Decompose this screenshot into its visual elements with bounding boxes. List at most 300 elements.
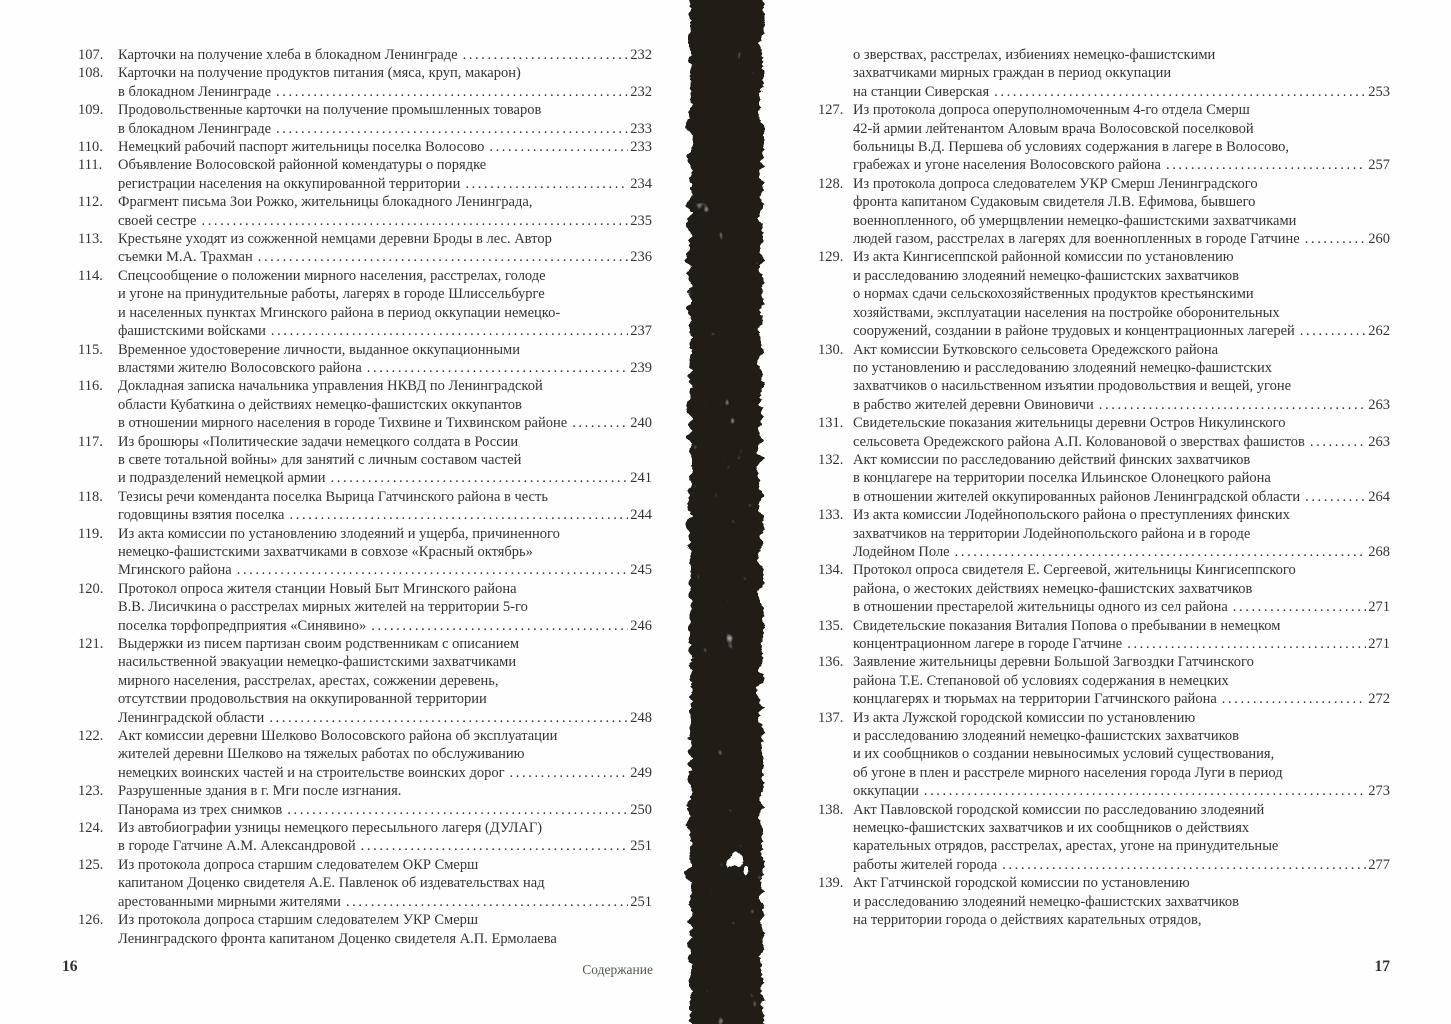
entry-line: Акт Павловской городской комиссии по расследованию злодеяний xyxy=(853,801,1265,818)
entry-line: в концлагере на территории поселка Ильинское Олонецкого района xyxy=(853,470,1271,487)
entry-page-ref: 239 xyxy=(630,359,652,376)
entry-number: 128. xyxy=(818,175,844,192)
entry-line xyxy=(853,543,1390,561)
entry-number: 111. xyxy=(78,157,103,174)
toc-entry xyxy=(818,617,1390,654)
dot-leader xyxy=(367,359,628,377)
toc-entry xyxy=(78,230,652,267)
toc-entry xyxy=(78,525,652,580)
entry-line: военнопленного, об умерщвлении немецко-фашистскими захватчиками xyxy=(853,212,1297,229)
entry-line: захватчиков на территории Лодейнопольского района и в городе xyxy=(853,525,1251,542)
entry-body xyxy=(118,635,652,727)
entry-line: немецко-фашистскими захватчиками в совхозе «Красный октябрь» xyxy=(118,543,533,560)
toc-entry xyxy=(818,709,1390,801)
entry-text: концентрационном лагере в городе Гатчине xyxy=(853,636,1123,652)
dot-leader xyxy=(361,837,629,855)
entry-line: Акт комиссии деревни Шелково Волосовского района об эксплуатации xyxy=(118,728,558,745)
dot-leader xyxy=(924,782,1366,800)
entry-number: 137. xyxy=(818,709,844,726)
entry-line: района, о жестоких действиях немецко-фашистских захватчиков xyxy=(853,580,1253,597)
entry-page-ref: 246 xyxy=(630,617,652,634)
entry-line xyxy=(118,46,652,64)
entry-body xyxy=(118,156,652,193)
entry-text: в блокадном Ленинграде xyxy=(118,83,272,100)
entry-text: сельсовета Оредежского района А.П. Коловановой о зверствах фашистов xyxy=(853,433,1305,450)
dot-leader xyxy=(489,138,628,156)
entry-line xyxy=(853,230,1390,248)
entry-number: 139. xyxy=(818,875,844,892)
entry-body xyxy=(853,561,1390,616)
entry-number: 116. xyxy=(78,378,103,395)
entry-number: 121. xyxy=(78,636,104,652)
entry-text: регистрации населения на оккупированной территории xyxy=(118,175,461,192)
entry-line: карательных отрядов, расстрелах, арестах, угоне на принудительные xyxy=(853,838,1279,855)
toc-entry xyxy=(818,101,1390,175)
entry-line: и расследованию злодеяний немецко-фашистских захватчиков xyxy=(853,893,1239,910)
entry-page-ref: 271 xyxy=(1368,599,1390,616)
entry-line: 42-й армии лейтенантом Аловым врача Волосовской поселковой xyxy=(853,120,1254,137)
toc-entry xyxy=(78,138,652,156)
entry-number: 108. xyxy=(78,65,104,82)
toc-entry xyxy=(78,727,652,782)
entry-body xyxy=(118,46,652,64)
dot-leader xyxy=(331,469,629,487)
entry-page-ref: 233 xyxy=(630,139,652,156)
entry-body xyxy=(118,819,652,856)
entry-text: в отношении престарелой жительницы одного из сел района xyxy=(853,599,1228,616)
entry-line xyxy=(853,690,1390,708)
entry-text: Карточки на получение хлеба в блокадном Ленинграде xyxy=(118,47,458,63)
entry-text: людей газом, расстрелах в лагерях для военнопленных в городе Гатчине xyxy=(853,231,1300,248)
entry-number: 107. xyxy=(78,47,104,63)
entry-number: 120. xyxy=(78,580,104,597)
toc-entry xyxy=(818,874,1390,929)
entry-line: В.В. Лисичкина о расстрелах мирных жителей на территории 5-го xyxy=(118,599,528,616)
toc-entry xyxy=(78,911,652,948)
entry-body xyxy=(118,580,652,635)
toc-entry xyxy=(78,488,652,525)
entry-line: Из акта Кингисеппской районной комиссии по установлению xyxy=(853,249,1234,266)
entry-number: 130. xyxy=(818,341,844,358)
entry-line xyxy=(118,506,652,524)
entry-line: о нормах сдачи сельскохозяйственных продуктов крестьянскими xyxy=(853,286,1254,303)
entry-body xyxy=(118,782,652,819)
entry-body xyxy=(853,414,1390,451)
dot-leader xyxy=(510,764,629,782)
entry-line: Из протокола допроса следователем УКР Смерш Ленинградского xyxy=(853,175,1258,192)
entry-line xyxy=(118,469,652,487)
entry-line: и угоне на принудительные работы, лагерях в городе Шлиссельбурге xyxy=(118,286,545,303)
entry-line xyxy=(118,801,652,819)
entry-text: своей сестре xyxy=(118,212,197,229)
toc-entry xyxy=(78,341,652,378)
entry-number: 114. xyxy=(78,267,103,284)
entry-body xyxy=(118,138,652,156)
entry-line xyxy=(118,561,652,579)
entry-number: 119. xyxy=(78,525,103,542)
toc-entry xyxy=(78,819,652,856)
entry-line: на территории города о действиях карательных отрядов, xyxy=(853,912,1202,929)
entry-body xyxy=(118,856,652,911)
entry-body xyxy=(118,341,652,378)
entry-line: по установлению и расследованию злодеяний немецко-фашистских xyxy=(853,359,1273,376)
entry-line xyxy=(118,764,652,782)
entry-text: в городе Гатчине А.М. Александровой xyxy=(118,838,356,855)
entry-line: Из акта комиссии по установлению злодеяний и ущерба, причиненного xyxy=(118,525,560,542)
entry-line: района Т.Е. Степановой об условиях содержания в немецких xyxy=(853,672,1229,689)
entry-line xyxy=(853,396,1390,414)
entry-line: Акт комиссии по расследованию действий финских захватчиков xyxy=(853,451,1251,468)
dot-leader xyxy=(463,46,629,64)
entry-line: Акт комиссии Бутковского сельсовета Оредежского района xyxy=(853,341,1219,358)
entry-line xyxy=(118,175,652,193)
entry-page-ref: 232 xyxy=(630,47,652,63)
entry-page-ref: 271 xyxy=(1368,636,1390,652)
toc-column-left xyxy=(78,46,652,948)
toc-entry xyxy=(78,377,652,432)
entry-text: сооружений, создании в районе трудовых и концентрационных лагерей xyxy=(853,323,1295,340)
entry-number: 133. xyxy=(818,507,844,524)
entry-line: о зверствах, расстрелах, избиениях немецко-фашистскими xyxy=(853,47,1216,63)
entry-page-ref: 250 xyxy=(630,801,652,818)
toc-entry xyxy=(818,175,1390,249)
dot-leader xyxy=(371,617,628,635)
entry-text: Мгинского района xyxy=(118,562,232,579)
dot-leader xyxy=(201,212,628,230)
entry-line xyxy=(118,414,652,432)
entry-number: 117. xyxy=(78,433,103,450)
toc-column-right xyxy=(818,46,1390,930)
entry-line xyxy=(853,856,1390,874)
entry-line: в свете тотальной войны» для занятий с личным составом частей xyxy=(118,451,522,468)
entry-body xyxy=(853,451,1390,506)
entry-line: мирного населения, расстрелах, арестах, сожжении деревень, xyxy=(118,672,499,689)
entry-line xyxy=(118,709,652,727)
dot-leader xyxy=(1310,433,1366,451)
binding-strip xyxy=(680,0,768,1024)
entry-line xyxy=(118,138,652,156)
entry-text: Лодейном Поле xyxy=(853,543,950,560)
entry-line: Карточки на получение продуктов питания (мяса, круп, макарон) xyxy=(118,65,521,82)
entry-body xyxy=(118,101,652,138)
entry-body xyxy=(853,341,1390,415)
entry-text: съемки М.А. Трахман xyxy=(118,249,253,266)
entry-line: Временное удостоверение личности, выданное оккупационными xyxy=(118,341,520,358)
toc-entry xyxy=(78,267,652,341)
entry-number: 109. xyxy=(78,102,104,119)
entry-number: 113. xyxy=(78,231,103,248)
entry-line: немецко-фашистских захватчиков и их сообщников о действиях xyxy=(853,820,1250,837)
entry-text: на станции Сиверская xyxy=(853,83,990,100)
entry-body xyxy=(118,193,652,230)
entry-body xyxy=(853,248,1390,340)
dot-leader xyxy=(1002,856,1366,874)
dot-leader xyxy=(1099,396,1366,414)
toc-entry xyxy=(78,782,652,819)
entry-line: об угоне в плен и расстреле мирного населения города Луги в период xyxy=(853,764,1283,781)
entry-body xyxy=(118,525,652,580)
dot-leader xyxy=(955,543,1367,561)
entry-line: жителей деревни Шелково на тяжелых работах по обслуживанию xyxy=(118,746,525,763)
toc-entry xyxy=(818,46,1390,101)
toc-entry xyxy=(78,580,652,635)
entry-page-ref: 264 xyxy=(1368,488,1390,505)
entry-page-ref: 260 xyxy=(1368,231,1390,248)
entry-line: Акт Гатчинской городской комиссии по установлению xyxy=(853,875,1190,892)
dot-leader xyxy=(1166,156,1366,174)
entry-line xyxy=(853,488,1390,506)
toc-entry xyxy=(818,561,1390,616)
entry-body xyxy=(853,506,1390,561)
entry-body xyxy=(118,727,652,782)
entry-text: властями жителю Волосовского района xyxy=(118,359,362,376)
entry-text: в отношении мирного населения в городе Тихвине и Тихвинском районе xyxy=(118,415,568,432)
toc-entry xyxy=(78,64,652,101)
entry-number: 118. xyxy=(78,488,103,505)
toc-entry xyxy=(818,506,1390,561)
entry-line: Разрушенные здания в г. Мги после изгнания. xyxy=(118,783,402,800)
entry-page-ref: 237 xyxy=(630,323,652,340)
entry-line xyxy=(118,359,652,377)
entry-line: Из брошюры «Политические задачи немецкого солдата в России xyxy=(118,433,519,450)
binding-grunge-texture-icon xyxy=(680,0,768,1024)
dot-leader xyxy=(465,175,628,193)
entry-number: 138. xyxy=(818,801,844,818)
entry-text: Панорама из трех снимков xyxy=(118,801,283,818)
dot-leader xyxy=(1305,230,1367,248)
entry-body xyxy=(118,433,652,488)
entry-line: Из протокола допроса старшим следователем УКР Смерш xyxy=(118,912,479,929)
entry-page-ref: 277 xyxy=(1368,856,1390,873)
entry-line xyxy=(853,635,1390,653)
entry-number: 122. xyxy=(78,728,104,745)
entry-page-ref: 245 xyxy=(630,562,652,579)
dot-leader xyxy=(1127,635,1366,653)
entry-page-ref: 244 xyxy=(630,507,652,524)
entry-number: 125. xyxy=(78,856,104,873)
entry-number: 129. xyxy=(818,249,844,266)
entry-line: Заявление жительницы деревни Большой Загвоздки Гатчинского xyxy=(853,654,1254,671)
dot-leader xyxy=(346,893,628,911)
dot-leader xyxy=(572,414,628,432)
entry-text: в отношении жителей оккупированных районов Ленинградской области xyxy=(853,488,1301,505)
entry-page-ref: 273 xyxy=(1368,783,1390,800)
entry-line: Протокол опроса жителя станции Новый Быт Мгинского района xyxy=(118,580,517,597)
entry-body xyxy=(853,617,1390,654)
entry-text: арестованными мирными жителями xyxy=(118,893,341,910)
dot-leader xyxy=(237,561,629,579)
toc-entry xyxy=(818,653,1390,708)
entry-number: 123. xyxy=(78,783,104,800)
entry-page-ref: 251 xyxy=(630,893,652,910)
entry-text: Немецкий рабочий паспорт жительницы поселка Волосово xyxy=(118,139,485,156)
entry-page-ref: 240 xyxy=(630,415,652,432)
entry-page-ref: 236 xyxy=(630,249,652,266)
entry-line: Продовольственные карточки на получение промышленных товаров xyxy=(118,102,542,119)
entry-line: Из акта комиссии Лодейнопольского района о преступлениях финских xyxy=(853,507,1290,524)
entry-line: Свидетельские показания Виталия Попова о пребывании в немецком xyxy=(853,617,1281,634)
toc-entry xyxy=(78,46,652,64)
entry-line: захватчиками мирных граждан в период оккупации xyxy=(853,65,1172,82)
entry-body xyxy=(853,801,1390,875)
entry-line: Из автобиографии узницы немецкого пересыльного лагеря (ДУЛАГ) xyxy=(118,820,543,837)
entry-page-ref: 241 xyxy=(630,470,652,487)
entry-line xyxy=(853,433,1390,451)
entry-text: грабежах и угоне населения Волосовского района xyxy=(853,157,1161,174)
entry-number: 135. xyxy=(818,617,844,634)
entry-line xyxy=(118,837,652,855)
entry-line: Из протокола допроса старшим следователем ОКР Смерш xyxy=(118,856,479,873)
entry-line: Из акта Лужской городской комиссии по установлению xyxy=(853,709,1196,726)
entry-page-ref: 232 xyxy=(630,83,652,100)
entry-line xyxy=(853,322,1390,340)
dot-leader xyxy=(271,322,628,340)
entry-line xyxy=(118,83,652,101)
entry-number: 134. xyxy=(818,562,844,579)
entry-number: 115. xyxy=(78,341,103,358)
entry-line xyxy=(853,598,1390,616)
entry-text: поселка торфопредприятия «Синявино» xyxy=(118,617,367,634)
dot-leader xyxy=(1305,488,1366,506)
entry-page-ref: 263 xyxy=(1368,396,1390,413)
entry-line: Протокол опроса свидетеля Е. Сергеевой, жительницы Кингисеппского xyxy=(853,562,1296,579)
entry-line: капитаном Доценко свидетеля А.Е. Павленок об издевательствах над xyxy=(118,875,545,892)
toc-entry xyxy=(818,248,1390,340)
dot-leader xyxy=(994,83,1366,101)
entry-page-ref: 253 xyxy=(1368,83,1390,100)
entry-number: 131. xyxy=(818,415,844,432)
entry-line xyxy=(118,212,652,230)
entry-line xyxy=(853,782,1390,800)
entry-text: фашистскими войсками xyxy=(118,323,266,340)
entry-line: и их сообщников о создании невыносимых условий существования, xyxy=(853,746,1275,763)
dot-leader xyxy=(287,801,628,819)
entry-body xyxy=(118,267,652,341)
toc-entry xyxy=(78,156,652,193)
entry-line: Ленинградского фронта капитаном Доценко свидетеля А.П. Ермолаева xyxy=(118,930,557,947)
toc-entry xyxy=(818,341,1390,415)
entry-page-ref: 249 xyxy=(630,764,652,781)
entry-body xyxy=(853,874,1390,929)
toc-entry xyxy=(818,414,1390,451)
toc-entry xyxy=(78,856,652,911)
dot-leader xyxy=(290,506,629,524)
dot-leader xyxy=(258,248,629,266)
entry-number: 110. xyxy=(78,139,103,156)
entry-body xyxy=(118,64,652,101)
entry-page-ref: 263 xyxy=(1368,433,1390,450)
dot-leader xyxy=(269,709,628,727)
entry-line: Объявление Волосовской районной комендатуры о порядке xyxy=(118,157,487,174)
entry-body xyxy=(853,175,1390,249)
entry-page-ref: 248 xyxy=(630,709,652,726)
entry-body xyxy=(853,101,1390,175)
entry-text: работы жителей города xyxy=(853,856,998,873)
entry-text: концлагерях и тюрьмах на территории Гатчинского района xyxy=(853,691,1217,708)
entry-page-ref: 272 xyxy=(1368,691,1390,708)
entry-number: 132. xyxy=(818,451,844,468)
entry-text: в блокадном Ленинграде xyxy=(118,120,272,137)
toc-entry xyxy=(818,801,1390,875)
entry-line xyxy=(118,120,652,138)
entry-line: хозяйствами, эксплуатации населения на постройке оборонительных xyxy=(853,304,1280,321)
dot-leader xyxy=(276,83,628,101)
dot-leader xyxy=(1300,322,1366,340)
entry-body xyxy=(853,46,1390,101)
entry-line: фронта капитаном Судаковым свидетеля Л.В. Ефимова, бывшего xyxy=(853,194,1256,211)
entry-page-ref: 235 xyxy=(630,212,652,229)
entry-text: Ленинградской области xyxy=(118,709,265,726)
toc-entry xyxy=(818,451,1390,506)
dot-leader xyxy=(1222,690,1366,708)
entry-line: насильственной эвакуации немецко-фашистскими захватчиками xyxy=(118,654,517,671)
toc-entry xyxy=(78,635,652,727)
page-number-right: 17 xyxy=(1374,958,1390,975)
entry-body xyxy=(853,709,1390,801)
entry-line: Спецсообщение о положении мирного населения, расстрелах, голоде xyxy=(118,267,546,284)
entry-line: и расследованию злодеяний немецко-фашистских захватчиков xyxy=(853,267,1239,284)
entry-line xyxy=(853,83,1390,101)
entry-line xyxy=(118,617,652,635)
section-label-contents: Содержание xyxy=(582,962,653,977)
entry-page-ref: 251 xyxy=(630,838,652,855)
entry-body xyxy=(853,653,1390,708)
entry-line: и расследованию злодеяний немецко-фашистских захватчиков xyxy=(853,728,1239,745)
entry-text: немецких воинских частей и на строительстве воинских дорог xyxy=(118,764,505,781)
entry-number: 127. xyxy=(818,102,844,119)
toc-entry xyxy=(78,101,652,138)
entry-number: 136. xyxy=(818,654,844,671)
entry-line: Докладная записка начальника управления НКВД по Ленинградской xyxy=(118,378,543,395)
entry-number: 124. xyxy=(78,820,104,837)
entry-line: Крестьяне уходят из сожженной немцами деревни Броды в лес. Автор xyxy=(118,231,552,248)
entry-line: отсутствии продовольствия на оккупированной территории xyxy=(118,691,487,708)
entry-line: больницы В.Д. Першева об условиях содержания в лагере в Волосово, xyxy=(853,139,1290,156)
entry-body xyxy=(118,911,652,948)
entry-page-ref: 268 xyxy=(1368,543,1390,560)
entry-line: Из протокола допроса оперуполномоченным 4-го отдела Смерш xyxy=(853,102,1250,119)
entry-text: оккупации xyxy=(853,783,919,800)
entry-text: в рабство жителей деревни Овиновичи xyxy=(853,396,1094,413)
page-number-left: 16 xyxy=(62,958,78,975)
entry-line: Тезисы речи коменданта поселка Вырица Гатчинского района в честь xyxy=(118,488,548,505)
toc-entry xyxy=(78,433,652,488)
entry-page-ref: 262 xyxy=(1368,323,1390,340)
entry-line: и населенных пунктах Мгинского района в период оккупации немецко- xyxy=(118,304,561,321)
entry-page-ref: 234 xyxy=(630,175,652,192)
entry-line xyxy=(118,893,652,911)
entry-line xyxy=(118,248,652,266)
toc-entry xyxy=(78,193,652,230)
entry-body xyxy=(118,488,652,525)
entry-text: и подразделений немецкой армии xyxy=(118,470,326,487)
entry-page-ref: 233 xyxy=(630,120,652,137)
entry-text: годовщины взятия поселка xyxy=(118,507,285,524)
entry-number: 126. xyxy=(78,912,104,929)
entry-body xyxy=(118,377,652,432)
entry-line xyxy=(853,156,1390,174)
entry-line: захватчиков о насильственном изъятии продовольствия и вещей, угоне xyxy=(853,378,1292,395)
entry-page-ref: 257 xyxy=(1368,157,1390,174)
dot-leader xyxy=(1233,598,1366,616)
entry-line: Фрагмент письма Зои Рожко, жительницы блокадного Ленинграда, xyxy=(118,194,533,211)
entry-line xyxy=(118,322,652,340)
entry-body xyxy=(118,230,652,267)
entry-line: Выдержки из писем партизан своим родственникам с описанием xyxy=(118,636,520,652)
dot-leader xyxy=(276,120,628,138)
entry-line: Свидетельские показания жительницы деревни Остров Никулинского xyxy=(853,415,1286,432)
entry-line: области Кубаткина о действиях немецко-фашистских оккупантов xyxy=(118,396,522,413)
